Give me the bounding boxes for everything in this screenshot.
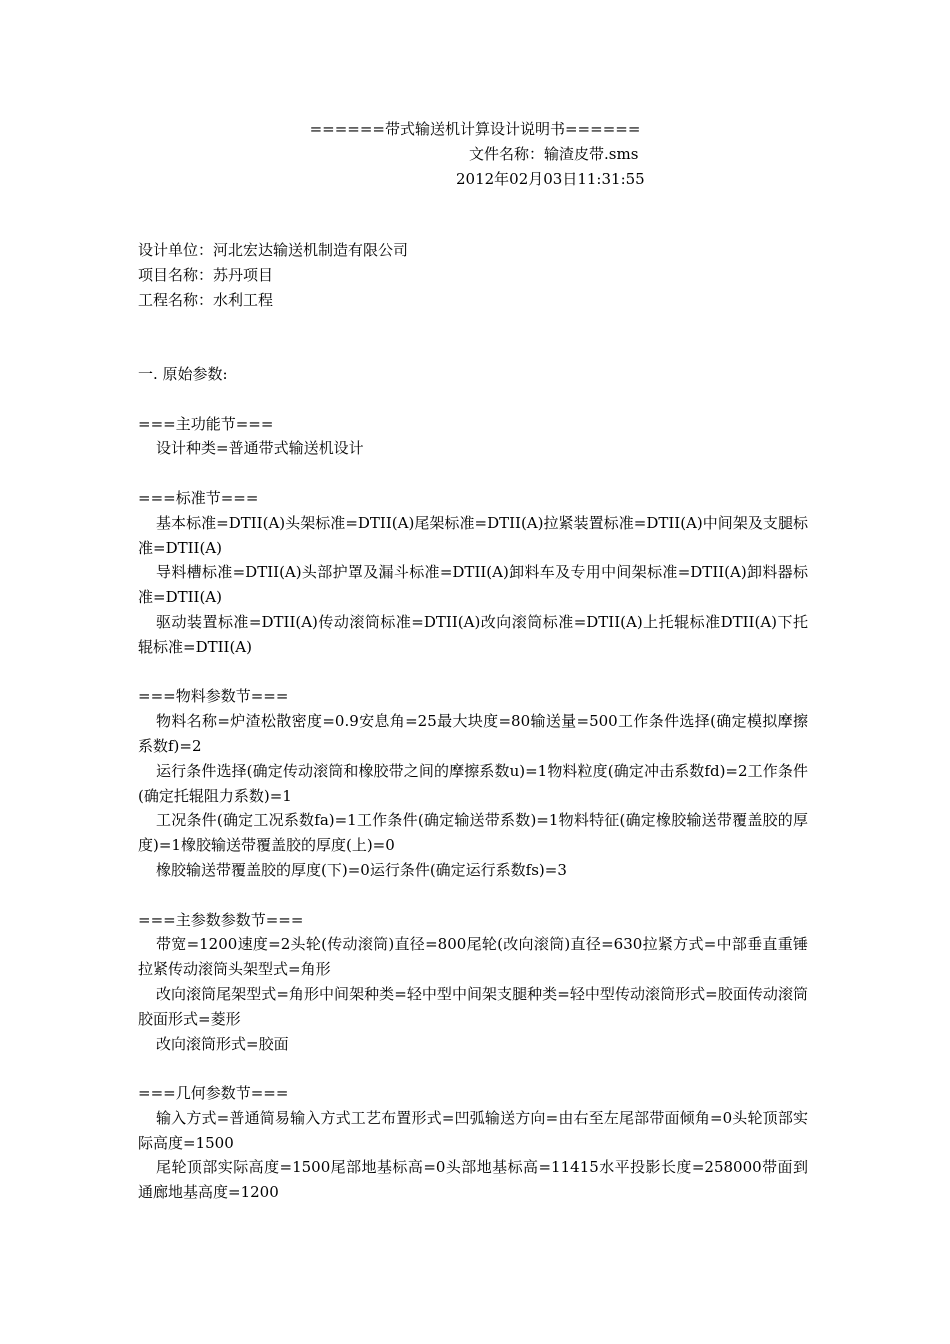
material-para: 物料名称=炉渣松散密度=0.9安息角=25最大块度=80输送量=500工作条件选择(确定模拟摩擦系数f)=2 — [138, 712, 808, 755]
section-heading-original-params: 一. 原始参数: — [138, 364, 228, 383]
main-params-para: 带宽=1200速度=2头轮(传动滚筒)直径=800尾轮(改向滚筒)直径=630拉紧方式=中部垂直重锤拉紧传动滚筒头架型式=角形 — [138, 935, 808, 979]
material-para: 橡胶输送带覆盖胶的厚度(下)=0运行条件(确定运行系数fs)=3 — [156, 860, 567, 879]
main-params-para: 改向滚筒尾架型式=角形中间架种类=轻中型中间架支腿种类=轻中型传动滚筒形式=胶面传动滚筒胶面形式=菱形 — [138, 984, 808, 1028]
geometry-para: 尾轮顶部实际高度=1500尾部地基标高=0头部地基标高=11415水平投影长度=258000带面到通廊地基高度=1200 — [138, 1158, 808, 1202]
file-name: 文件名称：输渣皮带.sms — [469, 145, 639, 163]
standard-para: 基本标准=DTII(A)头架标准=DTII(A)尾架标准=DTII(A)拉紧装置标准=DTII(A)中间架及支腿标准=DTII(A) — [138, 513, 808, 557]
main-params-heading: ===主参数参数节=== — [138, 910, 304, 929]
engineering-name: 工程名称：水利工程 — [138, 290, 274, 309]
document-datetime: 2012年02月03日11:31:55 — [456, 170, 645, 188]
material-heading: ===物料参数节=== — [138, 687, 289, 706]
material-para: 工况条件(确定工况系数fa)=1工作条件(确定输送带系数)=1物料特征(确定橡胶输送带覆盖胶的厚度)=1橡胶输送带覆盖胶的厚度(上)=0 — [138, 811, 808, 855]
material-para: 运行条件选择(确定传动滚筒和橡胶带之间的摩擦系数u)=1物料粒度(确定冲击系数fd)=2工作条件(确定托辊阻力系数)=1 — [138, 761, 808, 805]
geometry-para: 输入方式=普通简易输入方式工艺布置形式=凹弧输送方向=由右至左尾部带面倾角=0头轮顶部实际高度=1500 — [138, 1108, 808, 1152]
standard-heading: ===标准节=== — [138, 488, 259, 507]
standard-para: 导料槽标准=DTII(A)头部护罩及漏斗标准=DTII(A)卸料车及专用中间架标准=DTII(A)卸料器标准=DTII(A) — [138, 563, 808, 607]
design-unit: 设计单位：河北宏达输送机制造有限公司 — [138, 241, 409, 259]
document-body — [138, 238, 808, 1205]
main-function-line: 设计种类=普通带式输送机设计 — [156, 439, 364, 458]
project-name: 项目名称：苏丹项目 — [138, 265, 274, 284]
main-function-heading: ===主功能节=== — [138, 414, 274, 433]
main-params-para: 改向滚筒形式=胶面 — [156, 1034, 289, 1053]
geometry-heading: ===几何参数节=== — [138, 1084, 289, 1103]
standard-para: 驱动装置标准=DTII(A)传动滚筒标准=DTII(A)改向滚筒标准=DTII(A)上托辊标准DTII(A)下托辊标准=DTII(A) — [138, 612, 808, 656]
document-title: ======带式输送机计算设计说明书====== — [309, 120, 641, 138]
